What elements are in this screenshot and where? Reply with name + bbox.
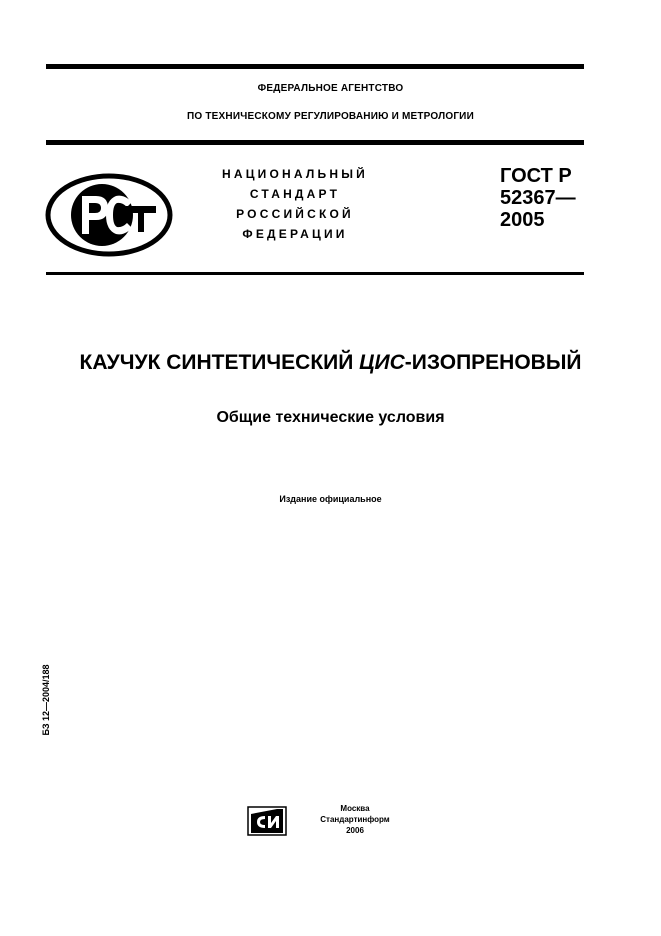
catalog-code: БЗ 12—2004/188 [41,664,51,736]
gost-designation-line-2: 52367— [500,187,576,209]
document-subtitle: Общие технические условия [216,409,445,426]
national-standard-line-2: СТАНДАРТ [249,187,341,201]
standartinform-logo-icon [247,806,287,836]
agency-line-1: ФЕДЕРАЛЬНОЕ АГЕНТСТВО [257,83,404,94]
publisher-year: 2006 [346,826,364,835]
national-standard-line-4: ФЕДЕРАЦИИ [242,227,348,241]
agency-line-2: ПО ТЕХНИЧЕСКОМУ РЕГУЛИРОВАНИЮ И МЕТРОЛОГИИ [187,111,474,122]
top-rule [46,64,584,69]
gost-designation-line-1: ГОСТ Р [500,165,572,187]
gost-r-logo-icon [44,172,174,258]
national-standard-line-1: НАЦИОНАЛЬНЫЙ [221,167,369,181]
mid-rule [46,272,584,275]
national-standard-line-3: РОССИЙСКОЙ [236,207,354,221]
publisher-name: Стандартинформ [320,815,390,824]
document-title: КАУЧУК СИНТЕТИЧЕСКИЙ ЦИС-ИЗОПРЕНОВЫЙ [79,351,582,374]
gost-designation-line-3: 2005 [500,209,545,231]
header-rule [46,140,584,145]
edition-note: Издание официальное [279,494,382,504]
publisher-city: Москва [340,804,370,813]
